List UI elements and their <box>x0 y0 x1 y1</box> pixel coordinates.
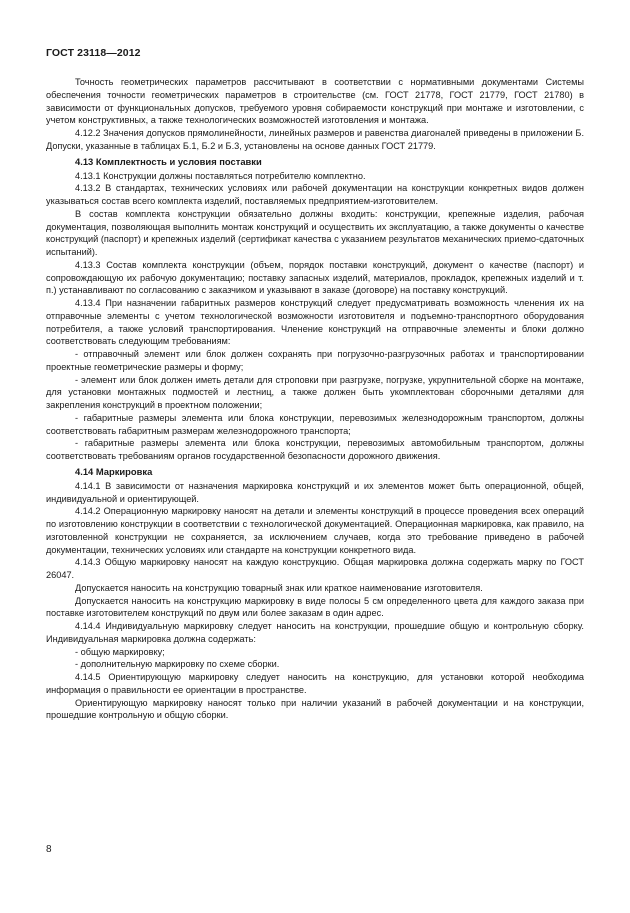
paragraph: 4.14.5 Ориентирующую маркировку следует наносить на конструкцию, для установки которой необходима информация о правильности ее ориентации в пространстве. <box>46 672 584 695</box>
paragraph: 4.13.4 При назначении габаритных размеров конструкций следует предусматривать возможность членения их на отправочные элементы с учетом технологической возможности изготовителя и подъемно-транспортного оборудования потребителя, а также условий транспортирования. Членение конструкций на отправочные элементы и блоки должно соответствовать следующим требованиям: <box>46 298 584 347</box>
list-item: - элемент или блок должен иметь детали для строповки при разгрузке, погрузке, укрупнительной сборке на монтаже, для установки монтажных подмостей и лестниц, а также должен быть укомплектован сборочными деталями для закрепления конструкций в проектном положении; <box>46 374 584 410</box>
paragraph: 4.14.1 В зависимости от назначения маркировка конструкций и их элементов может быть операционной, общей, индивидуальной и ориентирующей. <box>46 480 584 504</box>
list-item: - габаритные размеры элемента или блока конструкции, перевозимых автомобильным транспортом, должны соответствовать требованиям органов государственной безопасности дорожного движения. <box>46 438 584 461</box>
paragraph: Допускается наносить на конструкцию товарный знак или краткое наименование изготовителя. <box>75 582 483 593</box>
list-item: - габаритные размеры элемента или блока конструкции, перевозимых железнодорожным транспортом, должны соответствовать габаритным размерам железнодорожного транспорта; <box>46 412 584 436</box>
paragraph: Ориентирующую маркировку наносят только при наличии указаний в рабочей документации и на конструкции, прошедшие контрольную и общую сборки. <box>46 697 584 721</box>
list-item: - отправочный элемент или блок должен сохранять при погрузочно-разгрузочных работах и транспортировании проектные геометрические размеры и форму; <box>46 349 584 372</box>
paragraph: 4.14.3 Общую маркировку наносят на каждую конструкцию. Общая маркировка должна содержать марку по ГОСТ 26047. <box>46 557 584 580</box>
paragraph: В состав комплекта конструкции обязательно должны входить: конструкции, крепежные изделия, рабочая документация, позволяющая выполнить монтаж конструкций и осуществить их эксплуатацию, а также документы о качестве конструкций (паспорт) и крепежных изделий (сертификат качества с указанием результатов механических приемо-сдаточных испытаний). <box>46 208 584 257</box>
section-heading: 4.14 Маркировка <box>75 465 153 477</box>
page-number: 8 <box>46 844 52 855</box>
document-header: ГОСТ 23118—2012 <box>46 47 141 59</box>
page-body <box>46 76 584 722</box>
list-item: - общую маркировку; <box>75 646 165 657</box>
paragraph: 4.13.2 В стандартах, технических условиях или рабочей документации на конструкции конкретных видов должен указываться состав всего комплекта изделий, поставляемых предприятием-изготовителем. <box>46 183 584 206</box>
paragraph: Допускается наносить на конструкцию маркировку в виде полосы 5 см определенного цвета для каждого заказа при поставке изготовителем конструкций по двум или более заказам в один адрес. <box>46 595 584 619</box>
paragraph: 4.13.3 Состав комплекта конструкции (объем, порядок поставки конструкций, документ о качестве (паспорт) и сопровождающую их рабочую документацию; поставку запасных изделий, материалов, прокладок, крепежных изделий и т. п.) устанавливают по согласованию с заказчиком и указывают в заказе (договоре) на поставку конструкций. <box>46 259 584 296</box>
section-heading: 4.13 Комплектность и условия поставки <box>75 155 262 167</box>
paragraph: 4.14.2 Операционную маркировку наносят на детали и элементы конструкций в процессе проведения всех операций по изготовлению конструкции в соответствии с технологической документацией. Операционная маркировка, как правило, на изготовленной конструкции не сохраняется, за исключением случаев, когда это требование приведено в рабочей документации, технических условиях или стандарте на конструкции конкретного вида. <box>46 506 584 555</box>
paragraph: Точность геометрических параметров рассчитывают в соответствии с нормативными документами Системы обеспечения точности геометрических параметров в строительстве (см. ГОСТ 21778, ГОСТ 21779, ГОСТ 21780) в зависимости от функциональных допусков, требуемого уровня собираемости конструкций при монтаже и изготовлении, с учетом конструктивных, а также технологических возможностей изготовления и монтажа. <box>46 77 584 126</box>
paragraph: 4.14.4 Индивидуальную маркировку следует наносить на конструкции, прошедшие общую и контрольную сборку. Индивидуальная маркировка должна содержать: <box>46 621 584 644</box>
paragraph: 4.13.1 Конструкции должны поставляться потребителю комплектно. <box>75 170 366 181</box>
list-item: - дополнительную маркировку по схеме сборки. <box>75 659 280 670</box>
paragraph: 4.12.2 Значения допусков прямолинейности, линейных размеров и равенства диагоналей приведены в приложении Б. Допуски, указанные в таблицах Б.1, Б.2 и Б.3, установлены на основе данных ГОСТ 21779. <box>46 128 584 151</box>
